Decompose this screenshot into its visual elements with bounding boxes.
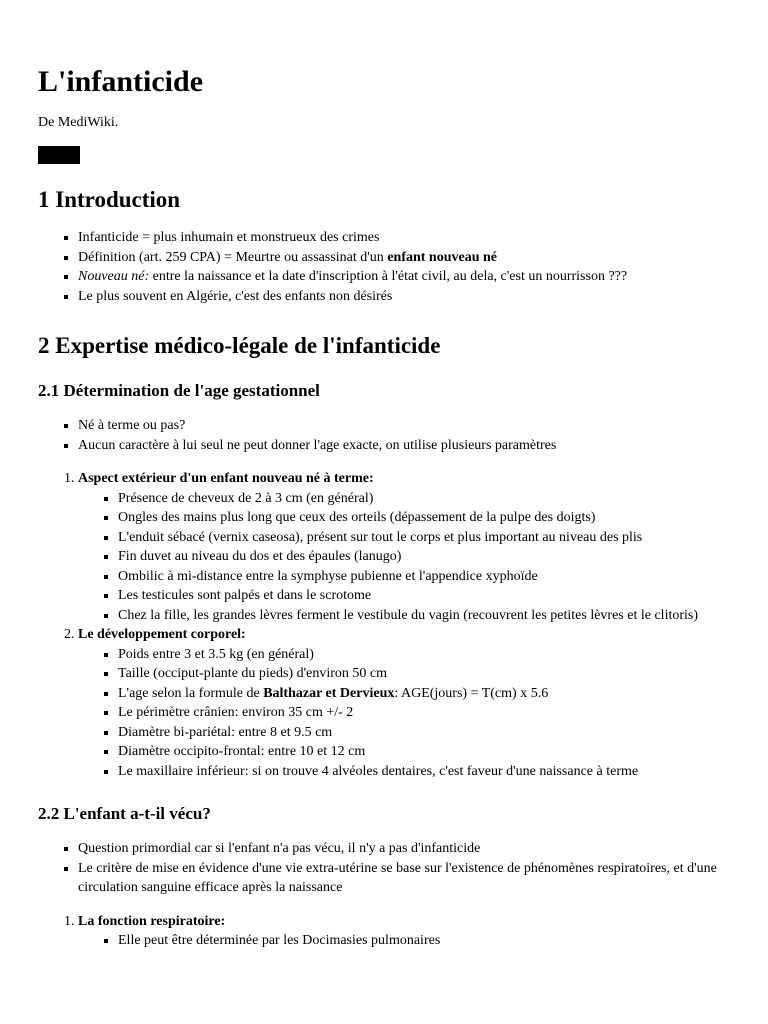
page-subtitle: De MediWiki. <box>38 115 119 130</box>
italic-term: Nouveau né: <box>78 269 150 284</box>
bold-term: enfant nouveau né <box>387 249 497 265</box>
list-item: ▪ Le critère de mise en évidence d'une vie extra-utérine se base sur l'existence de phénomènes respiratoires, et d'une circulation sanguine efficace après la naissance <box>78 859 730 898</box>
page-title: L'infanticide <box>38 65 204 98</box>
list-item: ▪ Question primordial car si l'enfant n'a pas vécu, il n'y a pas d'infanticide <box>78 839 730 859</box>
heading-expertise: 2 Expertise médico-légale de l'infanticide <box>38 333 441 358</box>
list-item: ▪ L'enduit sébacé (vernix caseosa), présent sur tout le corps et plus important au niveau des plis <box>118 528 730 548</box>
respiratoire-list <box>78 931 730 951</box>
list-item: ▪ Nouveau né: entre la naissance et la date d'inscription à l'état civil, au dela, c'est un nourrisson ??? <box>78 267 730 287</box>
list-item: ▪ Diamètre occipito-frontal: entre 10 et 12 cm <box>118 742 730 762</box>
aspect-heading: Aspect extérieur d'un enfant nouveau né à terme: <box>78 471 374 486</box>
developpement-list <box>78 645 730 782</box>
introduction-list <box>38 228 730 306</box>
list-item: ▪ Le périmètre crânien: environ 35 cm +/- 2 <box>118 703 730 723</box>
list-item: ▪ Fin duvet au niveau du dos et des épaules (lanugo) <box>118 547 730 567</box>
heading-introduction: 1 Introduction <box>38 187 181 212</box>
list-item: ▪ Né à terme ou pas? <box>78 416 730 436</box>
vecu-list <box>38 839 730 898</box>
list-item: ▪ Ombilic à mi-distance entre la symphyse pubienne et l'appendice xyphoïde <box>118 567 730 587</box>
list-item: ▪ L'age selon la formule de Balthazar et Dervieux: AGE(jours) = T(cm) x 5.6 <box>118 684 730 704</box>
numbered-item-developpement <box>78 625 730 781</box>
heading-determination: 2.1 Détermination de l'age gestationnel <box>38 381 320 400</box>
list-item: ▪ Taille (occiput-plante du pieds) d'environ 50 cm <box>118 664 730 684</box>
list-item: ▪ Le maxillaire inférieur: si on trouve 4 alvéoles dentaires, c'est faveur d'une naissance à terme <box>118 762 730 782</box>
list-item: ▪ Présence de cheveux de 2 à 3 cm (en général) <box>118 489 730 509</box>
developpement-heading: Le développement corporel: <box>78 627 246 642</box>
list-item: ▪ Infanticide = plus inhumain et monstrueux des crimes <box>78 228 730 248</box>
bold-term: Balthazar et Dervieux <box>263 685 395 701</box>
list-item: ▪ Aucun caractère à lui seul ne peut donner l'age exacte, on utilise plusieurs paramètres <box>78 436 730 456</box>
list-item: ▪ Chez la fille, les grandes lèvres ferment le vestibule du vagin (recouvrent les petites lèvres et le clitoris) <box>118 606 730 626</box>
numbered-item-aspect <box>78 469 730 625</box>
toc-redacted-box <box>38 146 80 164</box>
list-item: ▪ Ongles des mains plus long que ceux des orteils (dépassement de la pulpe des doigts) <box>118 508 730 528</box>
vecu-numbered-list <box>38 912 730 951</box>
list-item: ▪ Poids entre 3 et 3.5 kg (en général) <box>118 645 730 665</box>
list-item: ▪ Elle peut être déterminée par les Docimasies pulmonaires <box>118 931 730 951</box>
heading-vecu: 2.2 L'enfant a-t-il vécu? <box>38 804 211 823</box>
respiratoire-heading: La fonction respiratoire: <box>78 913 226 929</box>
numbered-item-respiratoire <box>78 912 730 951</box>
list-item: ▪ Définition (art. 259 CPA) = Meurtre ou assassinat d'un enfant nouveau né <box>78 248 730 268</box>
list-item: ▪ Le plus souvent en Algérie, c'est des enfants non désirés <box>78 287 730 307</box>
aspect-list <box>78 489 730 626</box>
list-item: ▪ Diamètre bi-pariétal: entre 8 et 9.5 cm <box>118 723 730 743</box>
list-item: ▪ Les testicules sont palpés et dans le scrotome <box>118 586 730 606</box>
determination-numbered-list <box>38 469 730 781</box>
determination-list <box>38 416 730 455</box>
